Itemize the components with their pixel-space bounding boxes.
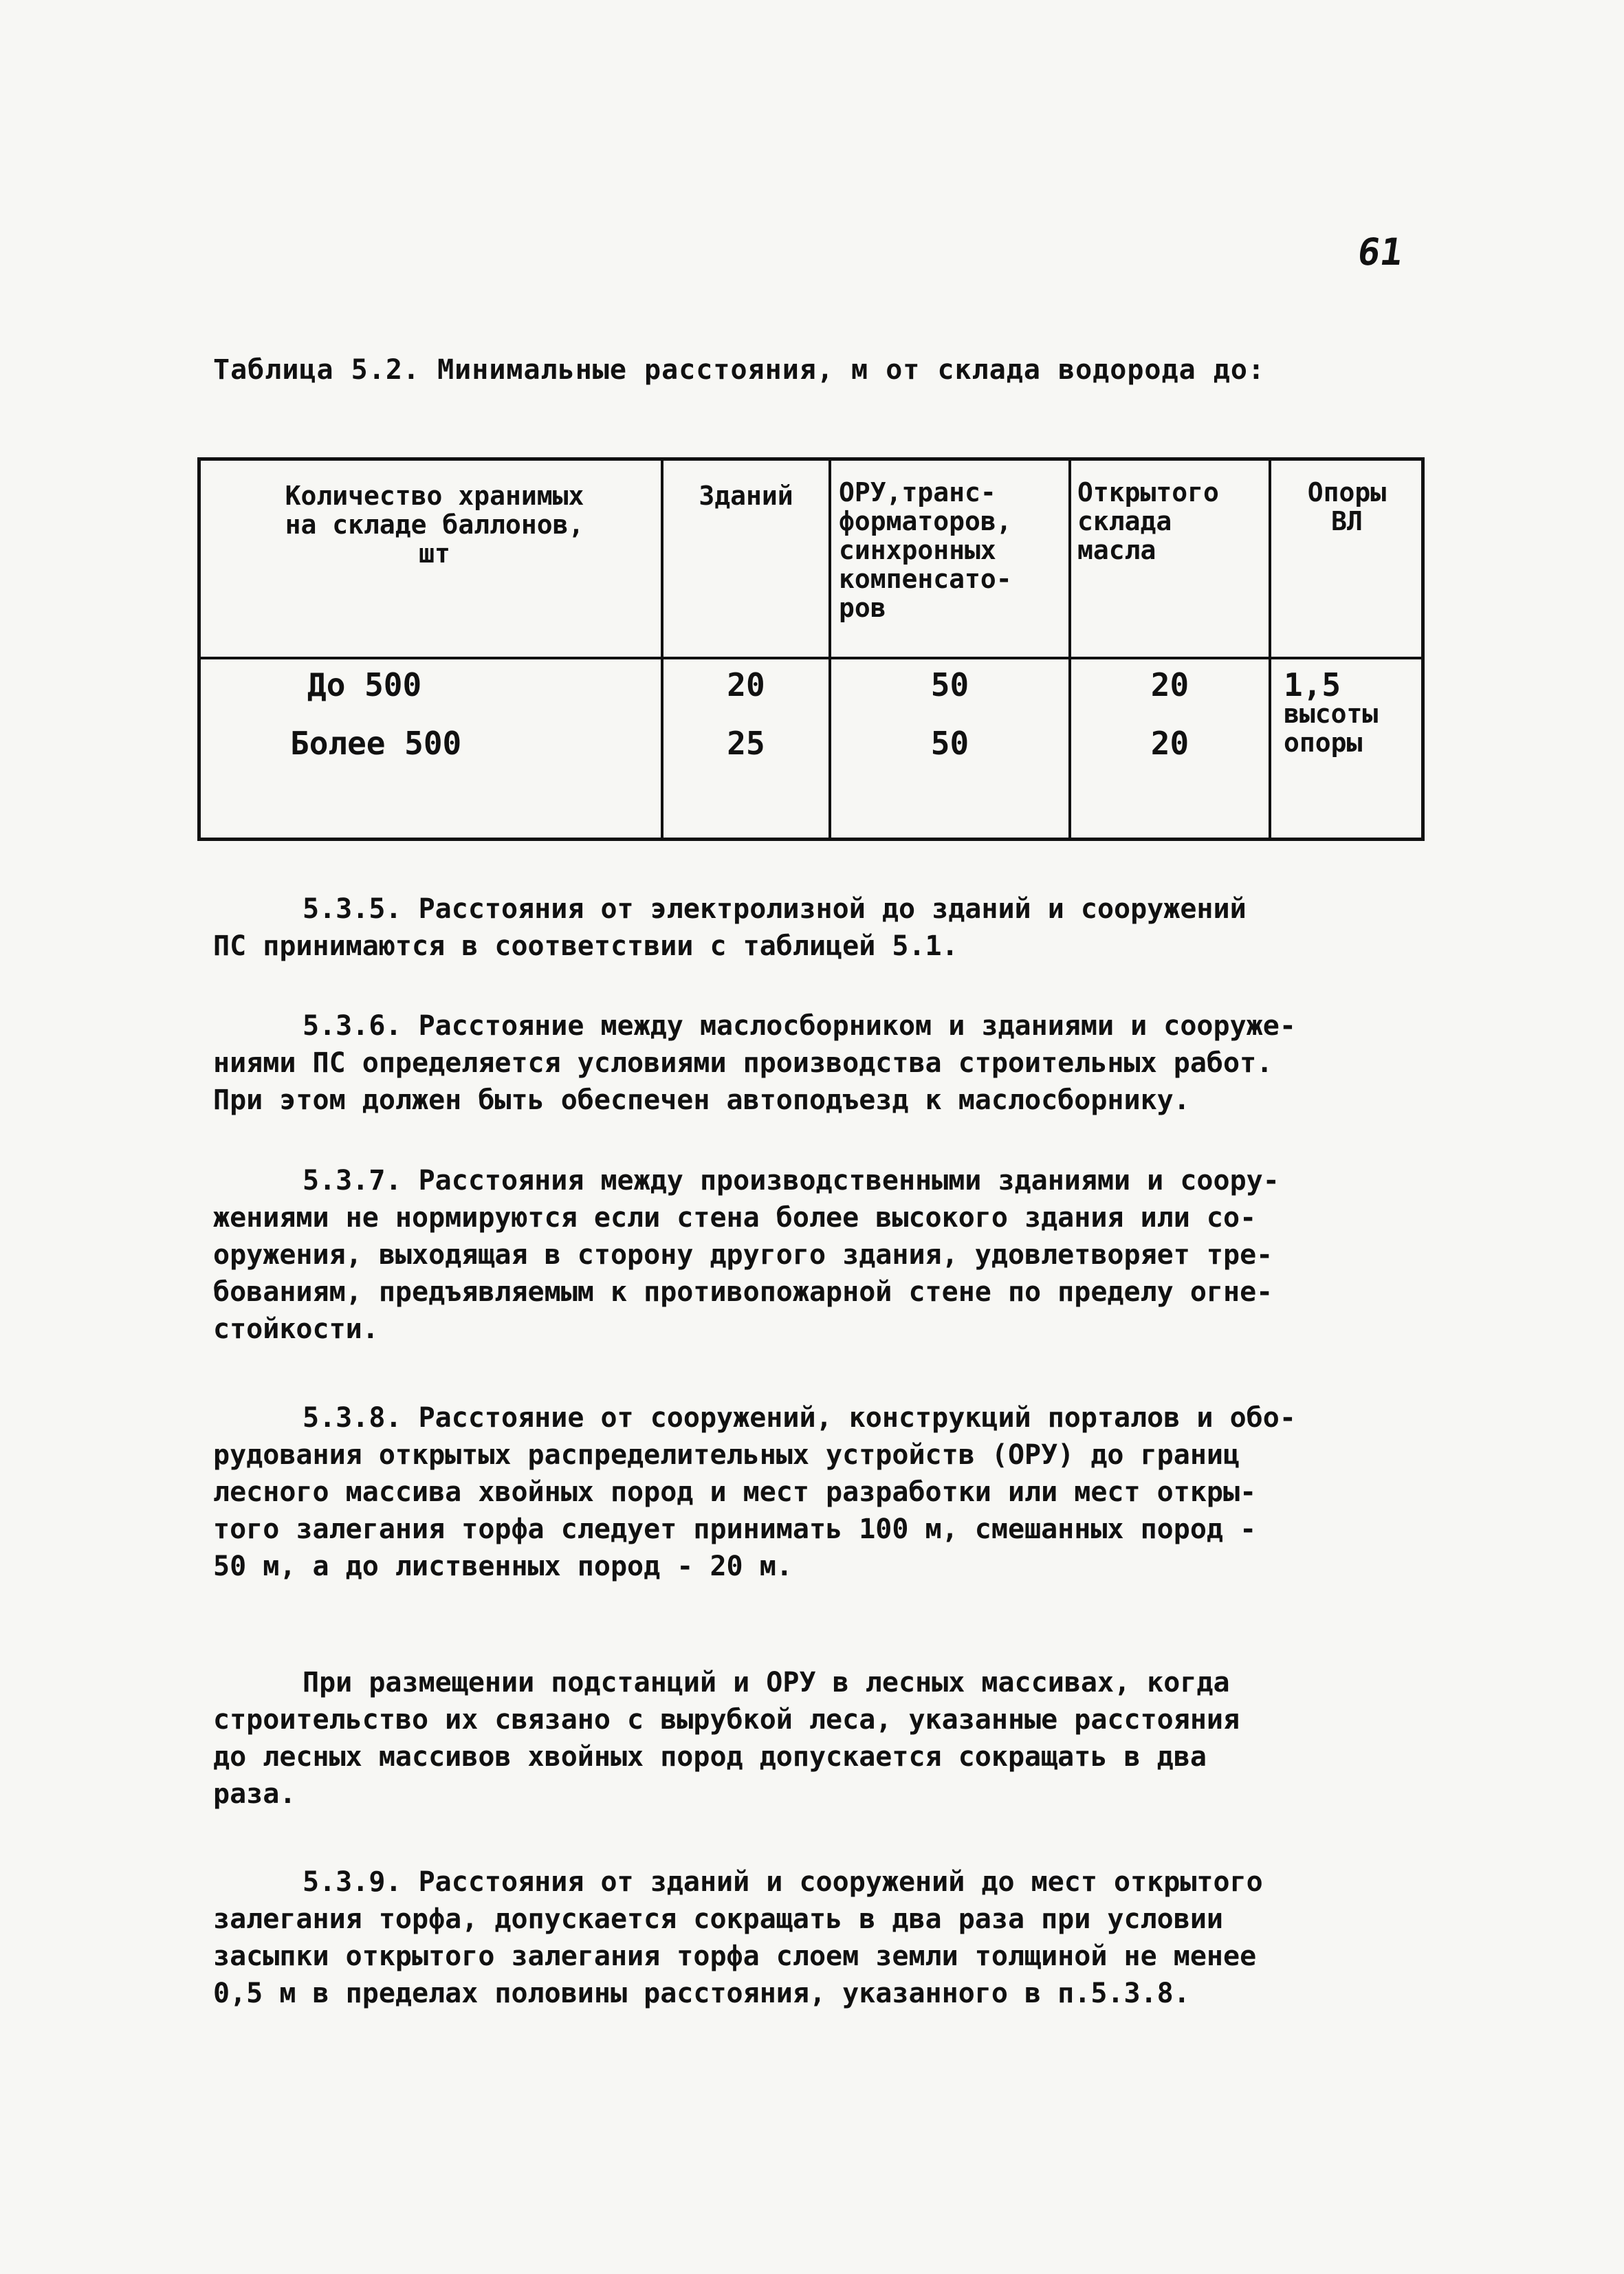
paragraph-5-3-8: 5.3.8. Расстояние от сооружений, конструкций порталов и обо- рудования открытых распределительных устройств (ОРУ) до границ лесного массива хвойных пород и мест разработки или мест откры- того залегания торфа следует принимать 100 м, смешанных пород - 50 м, а до лиственных пород - 20 м. xyxy=(213,1402,1296,1582)
table-caption: Таблица 5.2. Минимальные расстояния, м от склада водорода до: xyxy=(213,354,1266,386)
paragraph-5-3-5: 5.3.5. Расстояния от электролизной до зданий и сооружений ПС принимаются в соответствии с таблицей 5.1. xyxy=(213,893,1247,962)
paragraph-5-3-7: 5.3.7. Расстояния между производственными зданиями и соору- жениями не нормируются если стена более высокого здания или со- оружения, выходящая в сторону другого здания, удовлетворяет тре- бованиям, предъявляемым к противопожарной стене по пределу огне- стойкости. xyxy=(213,1165,1280,1345)
header-oil-storage: Открытого склада масла xyxy=(1077,477,1219,565)
row-1-count: До 500 xyxy=(307,666,422,703)
row-2-count: Более 500 xyxy=(290,725,462,762)
distance-table xyxy=(197,457,1425,841)
row-2-oru: 50 xyxy=(930,725,969,762)
row-2-oil: 20 xyxy=(1150,725,1189,762)
row-1-oil: 20 xyxy=(1150,666,1189,703)
header-poles: Опоры ВЛ xyxy=(1307,477,1387,536)
paragraph-5-3-6: 5.3.6. Расстояние между маслосборником и зданиями и сооруже- ниями ПС определяется условиями производства строительных работ. При этом должен быть обеспечен автоподъезд к маслосборнику. xyxy=(213,1010,1296,1116)
paragraph-5-3-9: 5.3.9. Расстояния от зданий и сооружений до мест открытого залегания торфа, допускается сокращать в два раза при условии засыпки открытого залегания торфа слоем земли толщиной не менее 0,5 м в пределах половины расстояния, указанного в п.5.3.8. xyxy=(213,1866,1263,2009)
row-2-buildings: 25 xyxy=(727,725,765,762)
poles-value: 1,5 высоты опоры xyxy=(1284,666,1379,758)
paragraph-forest: При размещении подстанций и ОРУ в лесных массивах, когда строительство их связано с вырубкой леса, указанные расстояния до лесных массивов хвойных пород допускается сокращать в два раза. xyxy=(213,1667,1240,1810)
row-1-oru: 50 xyxy=(930,666,969,703)
row-1-buildings: 20 xyxy=(727,666,765,703)
page-number: 61 xyxy=(1354,230,1406,274)
header-oru: ОРУ,транс- форматоров, синхронных компенсато- ров xyxy=(839,477,1012,623)
header-buildings: Зданий xyxy=(699,481,793,511)
header-count: Количество хранимых на складе баллонов, шт xyxy=(285,481,584,569)
